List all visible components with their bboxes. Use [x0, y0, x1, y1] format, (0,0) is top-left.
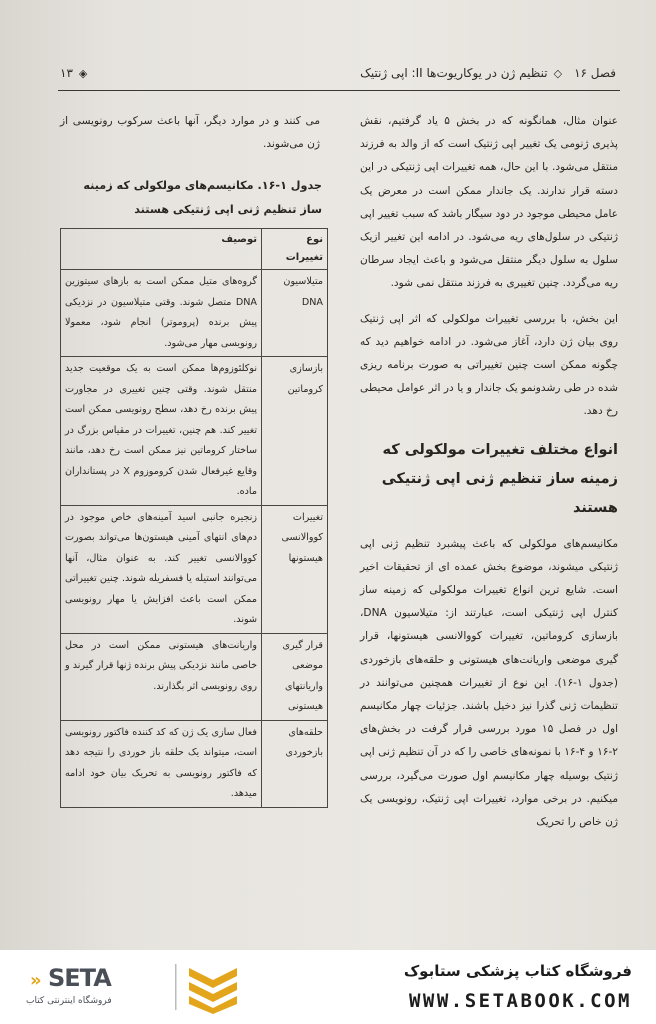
section-heading: انواع مختلف تغییرات مولکولی که زمینه ساز تنظیم ژنی اپی ژنتیکی هستند	[381, 441, 618, 516]
store-footer	[0, 950, 656, 1024]
table-row	[61, 633, 328, 720]
diamond-filled-icon: ◈	[78, 66, 88, 80]
table-row	[61, 270, 328, 357]
paragraph-1: عنوان مثال، همانگونه که در بخش ۵ یاد گرفتیم، نقش پذیری ژنومی یک تغییر اپی ژنتیک است که از والد به فرزند منتقل می‌شود. با این حال، همه تغییرات اپی ژنتیکی در این دسته قرار ندارند. یک جاندار ممکن است در معرض یک عامل محیطی موجود در دود سیگار باشد که سبب تغییر اپی ژنتیکی در سلول‌های ریه می‌شود. در ادامه این تغییر ازیک سلول به سلول دیگر منتقل می‌شود و باعث ایجاد سرطان ریه می‌گردد. چنین تغییری به فرزند منتقل نمی شود.	[360, 115, 618, 290]
paragraph-3: مکانیسم‌های مولکولی که باعث پیشبرد تنظیم ژنی اپی ژنتیکی میشوند، موضوع بخش عمده ای از تحقیقات اخیر است. شایع ترین انواع تغییرات مولکولی که زمینه ساز کنترل اپی ژنتیکی است، عبارتند از: متیلاسیون DNA، بازسازی کروماتین، تغییرات کووالانسی هیستونها، قرار گیری موضعی واریانت‌های هیستونی و حلقه‌های بازخوردی (جدول ۱-۱۶). این نوع از تغییرات همچنین می‌توانند در تنظیمات ژنی گذرا نیز دخیل باشند. جزئیات چهار مکانیسم اول در فصل ۱۵ مورد بررسی قرار گرفت در بخش‌های ۲-۱۶ و ۴-۱۶ با نمونه‌های خاصی را که در آن تنظیم ژنی اپی ژنتیک بوسیله چهار مکانیسم اول صورت می‌گیرد، بررسی میکنیم. در برخی موارد، تغییرات اپی ژنتیک، رونویسی یک ژن خاص را تحریک	[360, 537, 619, 829]
running-header	[60, 62, 616, 84]
chapter-title: تنظیم ژن در یوکاریوت‌ها II: اپی ژنتیک	[360, 66, 548, 80]
header-rule	[58, 90, 620, 91]
page-number-group	[60, 66, 87, 80]
row-description: گروه‌های متیل ممکن است به بازهای سیتوزین DNA متصل شوند. وقتی متیلاسیون در نزدیکی پیش برنده (پروموتر) انجام شود، معمولا رونویسی مهار می‌شود.	[61, 270, 262, 357]
diamond-icon: ◇	[553, 66, 563, 80]
double-chevron-icon: «	[30, 970, 42, 991]
header-type: نوع تغییرات	[262, 229, 328, 270]
book-chevron-icon	[175, 960, 245, 1014]
table-row	[61, 505, 328, 633]
logo-word: SETA	[48, 964, 111, 992]
store-url-link[interactable]: WWW.SETABOOK.COM	[408, 990, 632, 1012]
row-type: تغییرات کووالانسی هیستونها	[262, 505, 328, 633]
page-number: ۱۳	[60, 66, 73, 80]
row-description: واریانت‌های هیستونی ممکن است در محل خاصی مانند نزدیکی پیش برنده ژنها قرار گیرند و روی رونویسی اثر بگذارند.	[61, 633, 262, 720]
mechanisms-table	[60, 228, 328, 808]
row-type: حلقه‌های بازخوردی	[262, 720, 328, 807]
logo-tagline: فروشگاه اینترنتی کتاب	[26, 996, 112, 1006]
row-type: بازسازی کروماتین	[262, 357, 328, 506]
continuation-text: می کنند و در موارد دیگر، آنها باعث سرکوب رونویسی از ژن می‌شوند.	[60, 115, 320, 150]
table-row	[61, 720, 328, 807]
header-description: توصیف	[61, 229, 262, 270]
left-text-column	[60, 110, 328, 808]
chapter-label: فصل ۱۶	[574, 66, 616, 80]
right-text-column	[360, 110, 618, 846]
row-description: زنجیره جانبی اسید آمینه‌های خاص موجود در دم‌های انتهای آمینی هیستون‌ها می‌تواند بصورت کووالانسی تغییر کند. به عنوان مثال، آنها می‌توانند استیله یا فسفریله شوند. چنین تغییراتی ممکن است باعث افزایش یا مهار رونویسی شوند.	[61, 505, 262, 633]
row-type: قرار گیری موضعی واریانتهای هیستونی	[262, 633, 328, 720]
row-type: متیلاسیون DNA	[262, 270, 328, 357]
row-description: فعال سازی یک ژن که کد کننده فاکتور رونویسی است، میتواند یک حلقه باز خوردی را نتیجه دهد که فاکتور رونویسی به تحریک بیان خود ادامه میدهد.	[61, 720, 262, 807]
table-row	[61, 357, 328, 506]
store-title: فروشگاه کتاب پزشکی ستابوک	[403, 962, 632, 980]
paragraph-2: این بخش، با بررسی تغییرات مولکولی که اثر اپی ژنتیک روی بیان ژن دارد، آغاز می‌شود. در ادامه خواهیم دید که چگونه ممکن است چنین تغییراتی به صورت برنامه ریزی شده در طی رشدونمو یک جاندار و یا در اثر عوامل محیطی رخ دهد.	[360, 312, 618, 418]
table-caption: جدول ۱-۱۶. مکانیسم‌های مولکولی که زمینه ساز تنظیم ژنی اپی ژنتیکی هستند	[83, 179, 322, 216]
setabook-logo[interactable]	[22, 962, 162, 1012]
table-header-row	[61, 229, 328, 270]
row-description: نوکلئوزوم‌ها ممکن است به یک موقعیت جدید منتقل شوند. وقتی چنین تغییری در مجاورت پیش برنده رخ دهد، سطح رونویسی ممکن است تغییر کند. هم چنین، تغییرات در مقیاس بزرگ در ساختار کروماتین نیز ممکن است رخ دهد، مانند وقایع غیرفعال شدن کروموزوم X در پستانداران ماده.	[61, 357, 262, 506]
